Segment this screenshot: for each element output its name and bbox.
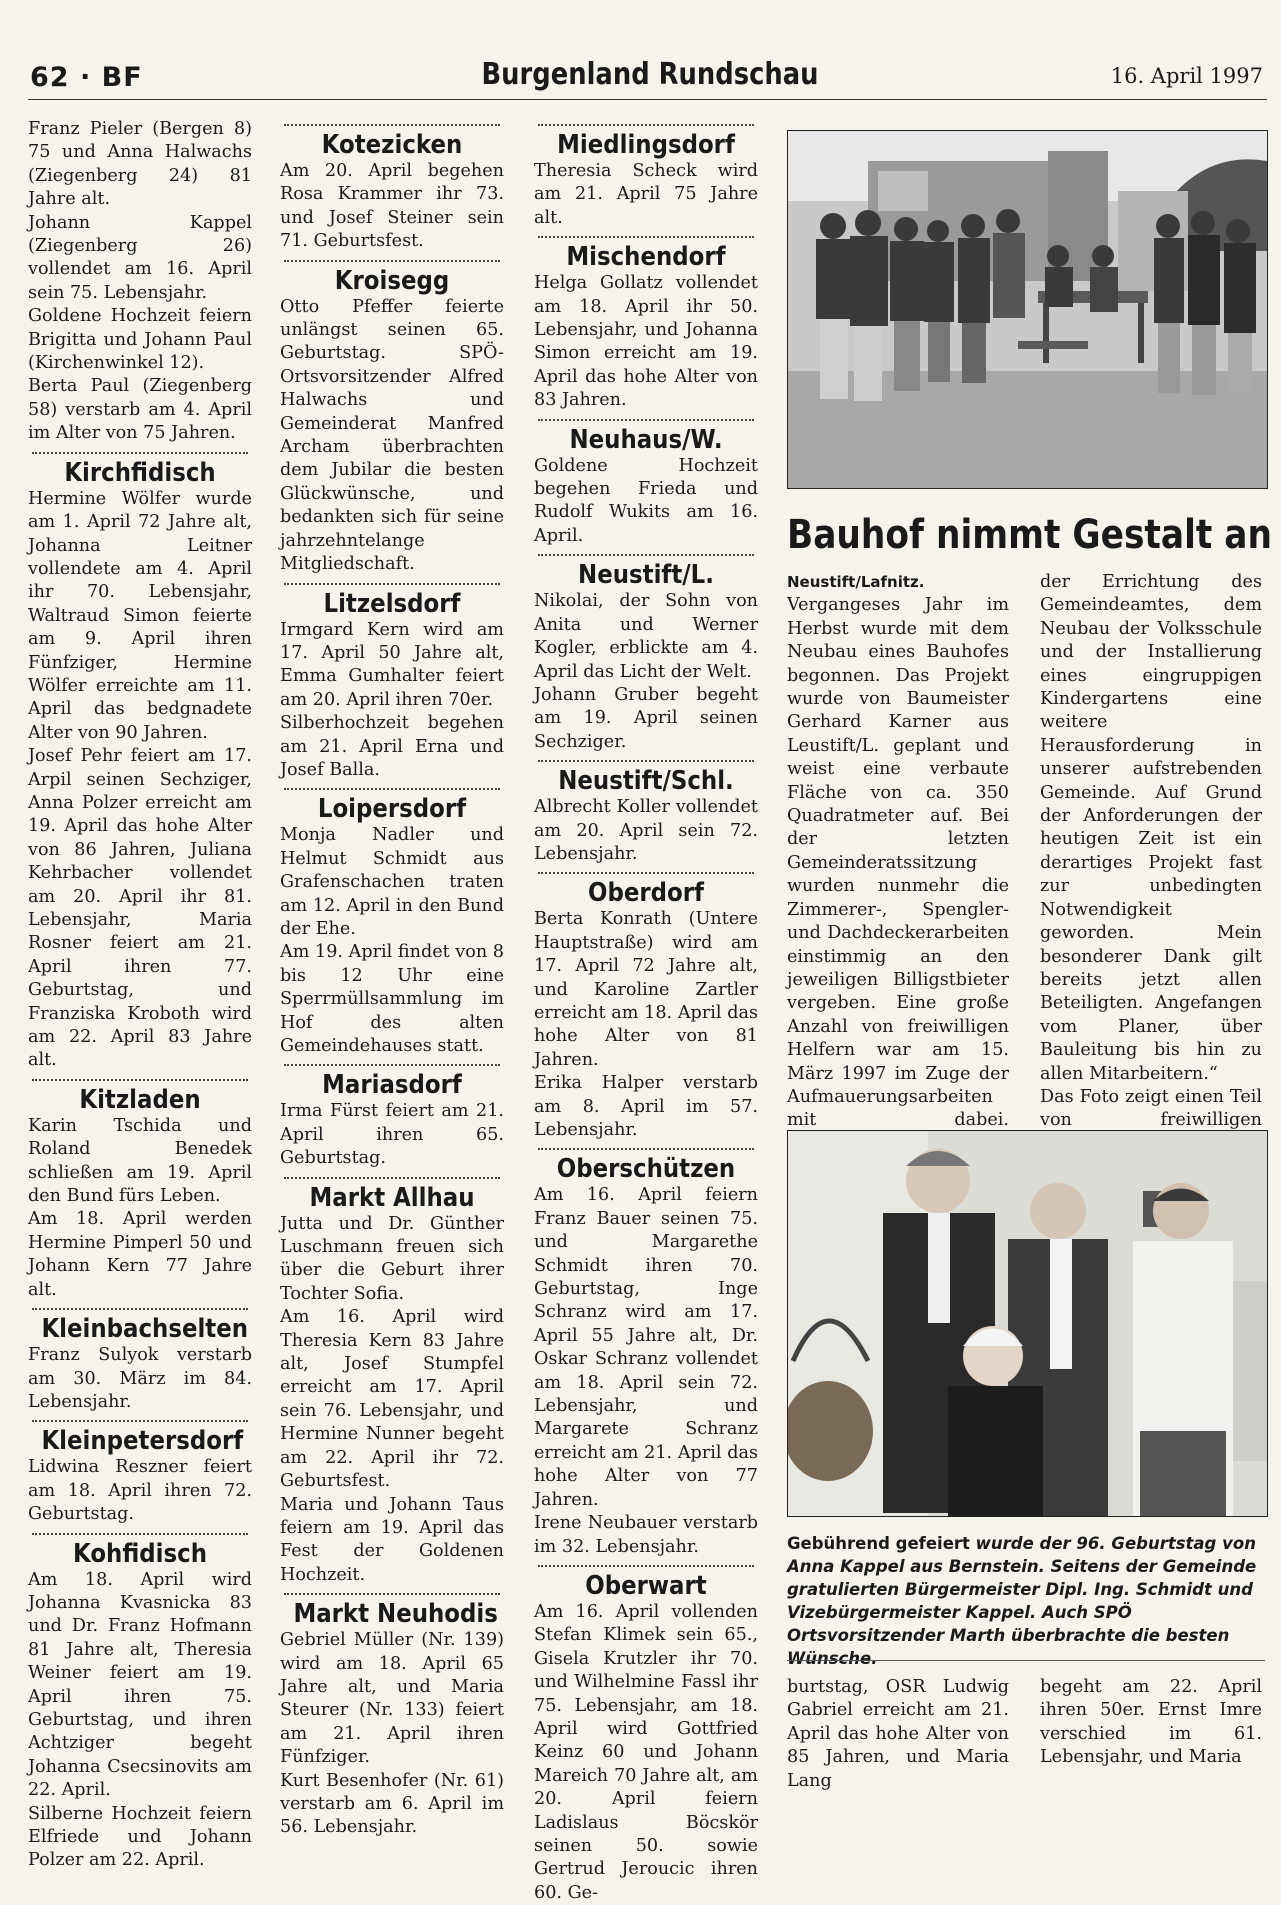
notice-text: Josef Pehr feiert am 17. Arpil seinen Sechziger, Anna Polzer erreicht am 19. April das hohe Alter von 86 Jahren, Juliana Kehrbacher vollendet am 20. April ihr 81. Lebensjahr, Maria Rosner feiert am 21. April ihren 77. Geburtstag, und Franziska Kroboth wird am 22. April 83 Jahre alt. — [28, 746, 252, 1071]
section-divider — [538, 1565, 754, 1567]
section-title: Oberschützen — [556, 1154, 736, 1185]
continuation-text-b: begeht am 22. April ihren 50er. Ernst Imre verschied im 61. Lebensjahr, und Maria — [1040, 1677, 1262, 1768]
section-divider — [538, 760, 754, 762]
issue-date: 16. April 1997 — [1110, 64, 1263, 88]
notice-text: Monja Nadler und Helmut Schmidt aus Grafenschachen traten am 12. April in den Bund der Ehe. — [280, 825, 504, 939]
notice-text: Kurt Besenhofer (Nr. 61) verstarb am 6. April im 56. Lebensjahr. — [280, 1770, 504, 1838]
section-divider — [32, 1420, 248, 1422]
article-dateline: Neustift/Lafnitz. — [787, 573, 925, 591]
notice-text: Silberne Hochzeit feiern Elfriede und Johann Polzer am 22. April. — [28, 1803, 252, 1871]
construction-photo — [787, 130, 1268, 489]
notice-text: Am 16. April wird Theresia Kern 83 Jahre alt, Josef Stumpfel erreicht am 17. April sein 76. Lebensjahr, und Hermine Nunner begeht am 22. April ihr 72. Geburtsfest. — [280, 1307, 504, 1492]
notice-text: Franz Sulyok verstarb am 30. März im 84. Lebensjahr. — [28, 1345, 252, 1412]
newspaper-title: Burgenland Rundschau — [481, 57, 819, 92]
news-column-3 — [534, 118, 758, 1905]
notice-text: Theresia Scheck wird am 21. April 75 Jahre alt. — [534, 161, 758, 228]
caption-rule — [787, 1660, 1265, 1661]
notice-text: Am 20. April begehen Rosa Krammer ihr 73. und Josef Steiner sein 71. Geburtsfest. — [280, 161, 504, 252]
section-divider — [32, 452, 248, 454]
section-divider — [284, 260, 500, 262]
article-column-a — [787, 571, 1009, 1180]
notice-text: Johann Kappel (Ziegenberg 26) vollendet am 16. April sein 75. Lebensjahr. — [28, 212, 252, 303]
notice-text: Franz Pieler (Bergen 8) 75 und Anna Halwachs (Ziegenberg 24) 81 Jahre alt. — [28, 119, 252, 210]
notice-text: Am 16. April vollenden Stefan Klimek sein 65., Gisela Krutzler ihr 70. und Wilhelmine Fassl ihr 75. Lebensjahr, am 18. April wird Gottfried Keinz 60 und Johann Mareich 70 Jahre alt, am 20. April feiern Ladislaus Böcskör seinen 50. sowie Gertrud Jeroucic ihren 60. Ge- — [534, 1601, 758, 1903]
article-column-b — [1040, 571, 1262, 1203]
article-body-b: Das Foto zeigt einen Teil von freiwilligen — [1040, 1086, 1262, 1131]
section-title: Markt Neuhodis — [293, 1599, 498, 1630]
notice-text: Albrecht Koller vollendet am 20. April sein 72. Lebensjahr. — [534, 797, 758, 864]
section-title: Neustift/Schl. — [558, 766, 734, 797]
continuation-column-b — [1040, 1676, 1262, 1770]
notice-text: Am 18. April werden Hermine Pimperl 50 und Johann Kern 77 Jahre alt. — [28, 1209, 252, 1300]
section-divider — [284, 788, 500, 790]
section-divider — [32, 1308, 248, 1310]
notice-text: Nikolai, der Sohn von Anita und Werner Kogler, erblickte am 4. April das Licht der Welt. — [534, 591, 758, 682]
notice-text: Berta Paul (Ziegenberg 58) verstarb am 4. April im Alter von 75 Jahren. — [28, 376, 252, 444]
notice-text: Erika Halper verstarb am 8. April im 57. Lebensjahr. — [534, 1073, 758, 1140]
notice-text: Silberhochzeit begehen am 21. April Erna und Josef Balla. — [280, 713, 504, 780]
section-divider — [284, 1177, 500, 1179]
section-title: Kohfidisch — [72, 1538, 207, 1569]
news-column-2 — [280, 118, 504, 1840]
article-body-a: Vergangeses Jahr im Herbst wurde mit dem Neubau eines Bauhofes begonnen. Das Projekt wurde von Baumeister Gerhard Karner aus Leustift/L. geplant und weist eine verbaute Fläche von ca. 350 Quadratmeter auf. Bei der letzten Gemeinderatssitzung wurden nunmehr die Zimmerer-, Spengler- und Dachdeckerarbeiten einstimmig an den jeweiligen Billigstbieter vergeben. Eine große Anzahl von freiwilligen Helfern war am 15. März 1997 im Zuge der Aufmauerungsarbeiten mit dabei. — [787, 595, 1009, 1131]
section-title: Kroisegg — [334, 265, 450, 296]
notice-text: Goldene Hochzeit feiern Brigitta und Johann Paul (Kirchenwinkel 12). — [28, 306, 252, 374]
section-title: Miedlingsdorf — [557, 130, 735, 160]
section-title: Kotezicken — [321, 130, 463, 160]
section-divider — [538, 419, 754, 421]
section-divider — [538, 554, 754, 556]
notice-text: Johann Gruber begeht am 19. April seinen Sechziger. — [534, 684, 758, 752]
notice-text: Irma Fürst feiert am 21. April ihren 65. Geburtstag. — [280, 1101, 504, 1169]
section-title: Markt Allhau — [309, 1182, 475, 1213]
notice-text: Helga Gollatz vollendet am 18. April ihr 50. Lebensjahr, und Johanna Simon erreicht am 19. April das hohe Alter von 83 Jahren. — [534, 273, 758, 411]
news-column-1 — [28, 118, 252, 1873]
notice-text: Am 18. April wird Johanna Kvasnicka 83 und Dr. Franz Hofmann 81 Jahre alt, Theresia Weiner feiert am 19. April ihren 75. Geburtstag, und ihren Achtziger begeht Johanna Csecsinovits am 22. April. — [28, 1569, 252, 1801]
section-title: Neustift/L. — [578, 560, 714, 591]
section-divider — [32, 1533, 248, 1535]
article-headline: Bauhof nimmt Gestalt an — [787, 512, 1272, 558]
section-divider — [284, 1593, 500, 1595]
section-title: Loipersdorf — [317, 794, 467, 825]
section-title: Kitzladen — [79, 1084, 201, 1115]
notice-text: Maria und Johann Taus feiern am 19. April das Fest der Goldenen Hochzeit. — [280, 1494, 504, 1585]
header-rule — [28, 99, 1267, 100]
birthday-photo — [787, 1130, 1268, 1517]
section-title: Mariasdorf — [322, 1070, 462, 1101]
section-divider — [538, 1148, 754, 1150]
notice-text: Berta Konrath (Untere Hauptstraße) wird am 17. April 72 Jahre alt, und Karoline Zartler erreicht am 18. April das hohe Alter von 81 Jahren. — [534, 909, 758, 1070]
section-divider — [538, 872, 754, 874]
notice-text: Jutta und Dr. Günther Luschmann freuen sich über die Geburt ihrer Tochter Sofia. — [280, 1213, 504, 1304]
notice-text: Am 16. April feiern Franz Bauer seinen 75. und Margarethe Schmidt ihren 70. Geburtstag, Inge Schranz wird am 17. April 55 Jahre alt, Dr. Oskar Schranz vollendet am 18. April sein 72. Lebensjahr, und Margarete Schranz erreicht am 21. April das hohe Alter von 77 Jahren. — [534, 1185, 758, 1510]
section-divider — [538, 124, 754, 126]
notice-text: Otto Pfeffer feierte unlängst seinen 65. Geburtstag. SPÖ-Ortsvorsitzender Alfred Halwachs und Gemeinderat Manfred Archam überbrachten dem Jubilar die besten Glückwünsche, und bedankten sich für seine jahrzehntelange Mitgliedschaft. — [280, 296, 504, 575]
section-divider — [284, 124, 500, 126]
section-title: Kleinpetersdorf — [41, 1426, 244, 1457]
caption-text: wurde der 96. Geburtstag von Anna Kappel aus Bernstein. Seitens der Gemeinde gratulierten Bürgermeister Dipl. Ing. Schmidt und Vizebürgermeister Kappel. Auch SPÖ Ortsvorsitzender Marth überbrachte die besten Wünsche. — [787, 1534, 1257, 1668]
section-divider — [538, 236, 754, 238]
notice-text: Am 19. April findet von 8 bis 12 Uhr eine Sperrmüllsammlung im Hof des alten Gemeindehauses statt. — [280, 942, 504, 1056]
notice-text: Hermine Wölfer wurde am 1. April 72 Jahre alt, Johanna Leitner vollendete am 4. April ihr 70. Lebensjahr, Waltraud Simon feierte am 9. April ihren Fünfziger, Hermine Wölfer erreichte am 11. April das bedgnadete Alter von 90 Jahren. — [28, 488, 252, 743]
section-divider — [284, 1064, 500, 1066]
section-title: Oberwart — [585, 1570, 707, 1601]
notice-text: Karin Tschida und Roland Benedek schließen am 19. April den Bund fürs Leben. — [28, 1115, 252, 1207]
notice-text: Lidwina Reszner feiert am 18. April ihren 72. Geburtstag. — [28, 1457, 252, 1525]
section-divider — [32, 1079, 248, 1081]
section-title: Mischendorf — [566, 242, 726, 273]
section-title: Litzelsdorf — [323, 588, 461, 619]
section-title: Kirchfidisch — [64, 457, 216, 488]
photo-caption — [787, 1532, 1265, 1670]
section-divider — [284, 583, 500, 585]
continuation-column-a — [787, 1676, 1009, 1793]
page-number: 62 · BF — [30, 62, 143, 93]
notice-text: Goldene Hochzeit begehen Frieda und Rudolf Wukits am 16. April. — [534, 455, 758, 546]
section-title: Oberdorf — [588, 878, 704, 909]
notice-text: Irene Neubauer verstarb im 32. Lebensjahr. — [534, 1513, 758, 1557]
section-title: Kleinbachselten — [41, 1314, 249, 1345]
notice-text: Irmgard Kern wird am 17. April 50 Jahre alt, Emma Gumhalter feiert am 20. April ihren 70er. — [280, 619, 504, 710]
continuation-text-a: burtstag, OSR Ludwig Gabriel erreicht am 21. April das hohe Alter von 85 Jahren, und Maria Lang — [787, 1677, 1009, 1791]
article-body-b: der Errichtung des Gemeindeamtes, dem Neubau der Volksschule und der Installierung eines eingruppigen Kindergartens eine weitere Herausforderung in unserer aufstrebenden Gemeinde. Auf Grund der Anforderungen der heutigen Zeit ist ein derartiges Projekt fast zur unbedingten Notwendigkeit geworden. Mein besonderer Dank gilt bereits jetzt allen Beteiligten. Angefangen vom Planer, über Bauleitung bis hin zu allen Mitarbeitern.“ — [1040, 572, 1262, 1084]
caption-lead: Gebührend gefeiert — [787, 1534, 970, 1553]
section-title: Neuhaus/W. — [569, 424, 723, 455]
notice-text: Gebriel Müller (Nr. 139) wird am 18. April 65 Jahre alt, und Maria Steurer (Nr. 133) feiert am 21. April ihren Fünfziger. — [280, 1630, 504, 1768]
